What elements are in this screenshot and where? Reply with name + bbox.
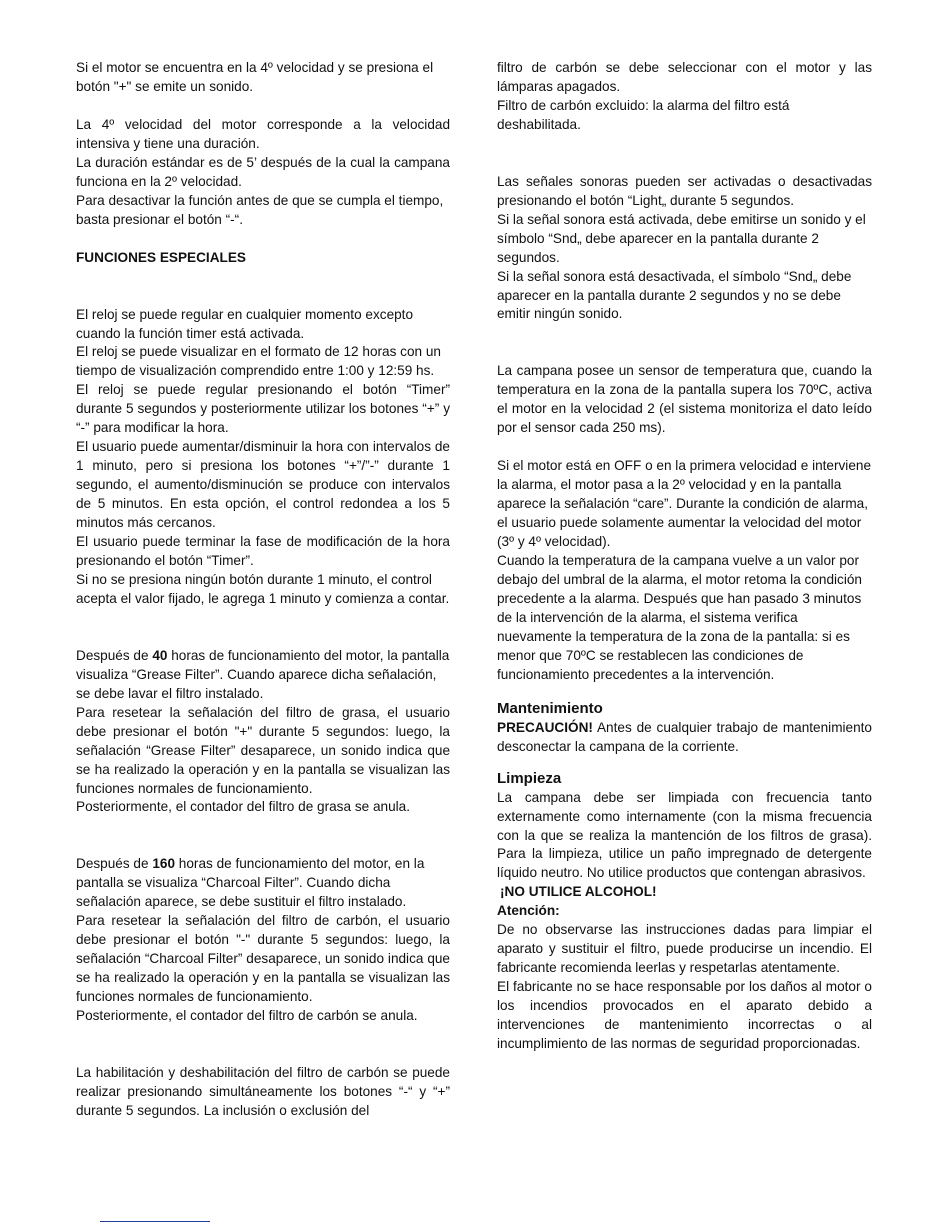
section-heading-special-functions: FUNCIONES ESPECIALES bbox=[76, 249, 246, 265]
paragraph-fire-warning: De no observarse las instrucciones dadas para limpiar el aparato y sustituir el filtro, puede producirse un incendio. El fabricante recomienda leerlas y respetarlas atentamente. bbox=[497, 922, 872, 976]
paragraph-charcoal-filter-reset: Para resetear la señalación del filtro de carbón, el usuario debe presionar el botón "-" durante 5 segundos: luego, la señalación “Charcoal Filter” desaparece, un sonido indica que se ha realizado la operación y en la pantalla se visualizan las funciones normales de funcionamiento. bbox=[76, 913, 450, 1005]
section-heading-maintenance: Mantenimiento bbox=[497, 699, 603, 717]
paragraph-temperature-alarm: Si el motor está en OFF o en la primera velocidad e interviene la alarma, el motor pasa a la 2º velocidad y en la pantalla aparece la señalación “care”. Durante la condición de alarma, el usuario puede solamente aumentar la velocidad del motor (3º y 4º velocidad). bbox=[497, 458, 872, 550]
paragraph-clock-format: El reloj se puede visualizar en el formato de 12 horas con un tiempo de visualización comprendido entre 1:00 y 12:59 hs. bbox=[76, 344, 441, 379]
paragraph-deactivate-function: Para desactivar la función antes de que se cumpla el tiempo, basta presionar el botón “-“. bbox=[76, 192, 444, 227]
paragraph-charcoal-enable-cont: filtro de carbón se debe seleccionar con el motor y las lámparas apagados. bbox=[497, 60, 872, 94]
section-heading-cleaning: Limpieza bbox=[497, 769, 562, 787]
paragraph-sound-toggle: Las señales sonoras pueden ser activadas o desactivadas presionando el botón “Light„ durante 5 segundos. bbox=[497, 173, 872, 208]
paragraph-liability: El fabricante no se hace responsable por los daños al motor o los incendios provocados en el aparato debido a intervenciones de mantenimiento incorrectas o al incumplimiento de las normas de seguridad proporcionadas. bbox=[497, 979, 872, 1051]
paragraph-standard-duration: La duración estándar es de 5’ después de la cual la campana funciona en la 2º velocidad. bbox=[76, 154, 450, 189]
paragraph-clock-timer-button: El reloj se puede regular presionando el botón “Timer” durante 5 segundos y posteriormente utilizar los botones “+” y “-” para modificar la hora. bbox=[76, 382, 450, 436]
grease-filter-hours: 40 bbox=[152, 647, 168, 663]
paragraph-cleaning: La campana debe ser limpiada con frecuencia tanto externamente como internamente (con la misma frecuencia con la que se realiza la mantención de los filtros de grasa). Para la limpieza, utilice un paño impregnado de detergente líquido neutro. No utilice productos que contengan abrasivos. bbox=[497, 789, 872, 881]
paragraph-clock-finish: El usuario puede terminar la fase de modificación de la hora presionando el botón “Timer”. bbox=[76, 534, 450, 568]
left-column bbox=[76, 59, 450, 1121]
paragraph-temperature-sensor: La campana posee un sensor de temperatura que, cuando la temperatura en la zona de la pantalla supera los 70ºC, activa el motor en la velocidad 2 (el sistema monitoriza el dato leído por el sensor cada 250 ms). bbox=[497, 363, 872, 436]
paragraph-grease-counter: Posteriormente, el contador del filtro de grasa se anula. bbox=[76, 799, 410, 815]
paragraph-sound-inactive: Si la señal sonora está desactivada, el símbolo “Snd„ debe aparecer en la pantalla durante 2 segundos y no se debe emitir ningún sonido. bbox=[497, 268, 852, 322]
caution-label: PRECAUCIÓN! bbox=[497, 719, 593, 735]
warning-no-alcohol: ¡NO UTILICE ALCOHOL! bbox=[500, 884, 657, 900]
paragraph-clock-adjust: El reloj se puede regular en cualquier momento excepto cuando la función timer está activada. bbox=[76, 306, 414, 341]
paragraph-charcoal-excluded: Filtro de carbón excluido: la alarma del filtro está deshabilitada. bbox=[497, 97, 790, 132]
paragraph-caution: PRECAUCIÓN! Antes de cualquier trabajo de mantenimiento desconectar la campana de la corriente. bbox=[497, 719, 872, 754]
paragraph-temperature-recovery: Cuando la temperatura de la campana vuelve a un valor por debajo del umbral de la alarma, el motor retoma la condición precedente a la alarma. Después que han pasado 3 minutos de la intervención de la alarma, el sistema verifica nuevamente la temperatura de la zona de la pantalla: si es menor que 70ºC se restablecen las condiciones de funcionamiento precedentes a la intervención. bbox=[497, 553, 862, 682]
paragraph-sound-active: Si la señal sonora está activada, debe emitirse un sonido y el símbolo “Snd„ debe aparecer en la pantalla durante 2 segundos. bbox=[497, 211, 866, 265]
paragraph-grease-filter-reset: Para resetear la señalación del filtro de grasa, el usuario debe presionar el botón "+" durante 5 segundos: luego, la señalación “Grease Filter” desaparece, un sonido indica que se ha realizado la operación y en la pantalla se visualizan las funciones normales de funcionamiento. bbox=[76, 704, 450, 796]
paragraph-clock-timeout: Si no se presiona ningún botón durante 1 minuto, el control acepta el valor fijado, le agrega 1 minuto y comienza a contar. bbox=[76, 571, 450, 606]
paragraph-charcoal-filter-alert: Después de 160 horas de funcionamiento del motor, en la pantalla se visualiza “Charcoal Filter”. Cuando dicha señalación aparece, se debe sustituir el filtro instalado. bbox=[76, 856, 425, 910]
charcoal-filter-hours: 160 bbox=[152, 856, 176, 872]
right-column bbox=[497, 59, 872, 1054]
label-attention: Atención: bbox=[497, 903, 560, 919]
paragraph-charcoal-counter: Posteriormente, el contador del filtro de carbón se anula. bbox=[76, 1008, 418, 1024]
paragraph-charcoal-enable: La habilitación y deshabilitación del filtro de carbón se puede realizar presionando simultáneamente los botones “-“ y “+” durante 5 segundos. La inclusión o exclusión del bbox=[76, 1064, 450, 1118]
paragraph-speed-4-intensive: La 4º velocidad del motor corresponde a la velocidad intensiva y tiene una duración. bbox=[76, 116, 450, 151]
paragraph-speed-4-sound: Si el motor se encuentra en la 4º velocidad y se presiona el botón "+" se emite un sonido. bbox=[76, 60, 434, 94]
footnote-rule bbox=[100, 1221, 210, 1222]
paragraph-grease-filter-alert: Después de 40 horas de funcionamiento del motor, la pantalla visualiza “Grease Filter”. Cuando aparece dicha señalación, se debe lavar el filtro instalado. bbox=[76, 647, 450, 701]
paragraph-clock-intervals: El usuario puede aumentar/disminuir la hora con intervalos de 1 minuto, pero si presiona los botones “+”/”-” durante 1 segundo, el aumento/disminución se produce con intervalos de 5 minutos. En esta opción, el control redondea a los 5 minutos más cercanos. bbox=[76, 439, 450, 531]
